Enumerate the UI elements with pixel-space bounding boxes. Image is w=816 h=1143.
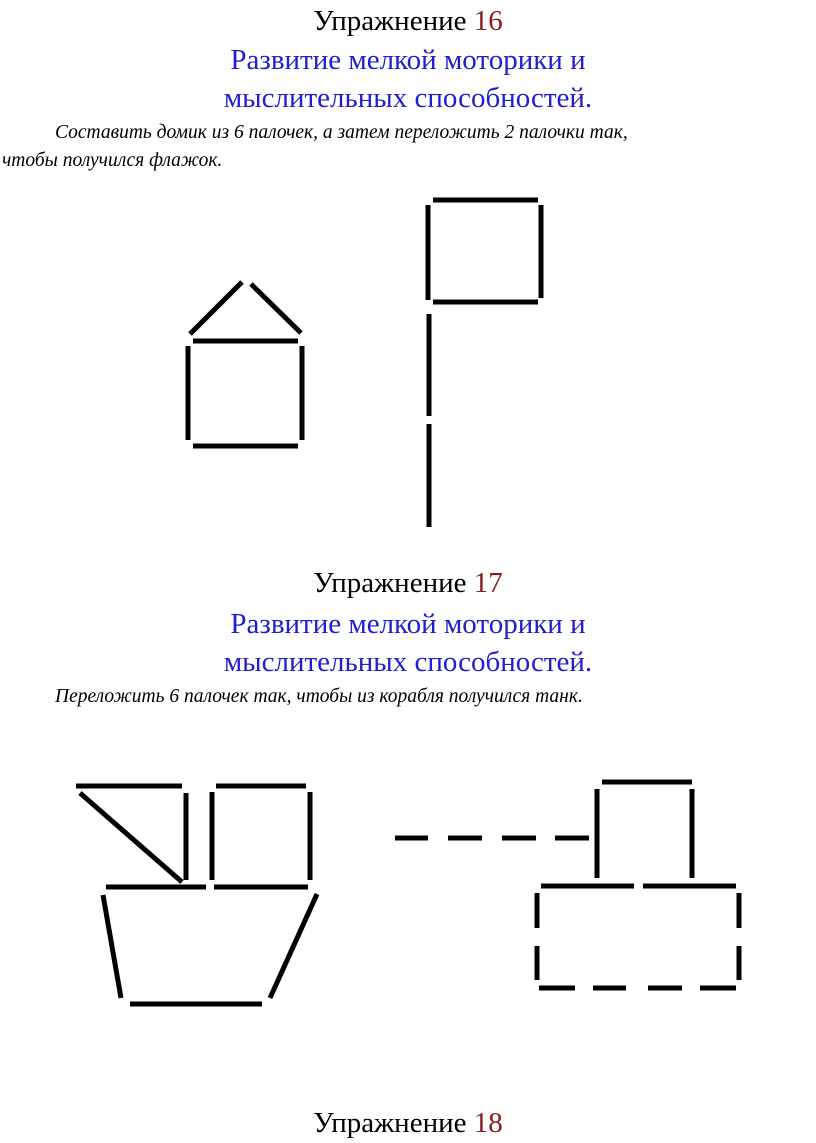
ship-sail-diagonal-stick [80, 793, 182, 882]
exercise-16-word: Упражнение [313, 5, 467, 37]
exercise-17-subtitle-line1: Развитие мелкой моторики и [230, 608, 586, 640]
exercise-16-subtitle-line2: мыслительных способностей. [223, 82, 593, 114]
exercise-17-task: Переложить 6 палочек так, чтобы из корабля получился танк. [55, 686, 583, 707]
exercise-17-word: Упражнение [313, 567, 467, 599]
stick-ship [76, 786, 317, 1004]
exercise-16-number: 16 [473, 5, 503, 37]
exercise-18-word: Упражнение [313, 1107, 467, 1139]
exercise-17-subtitle-line2: мыслительных способностей. [223, 646, 593, 678]
exercise-16-subtitle-line1: Развитие мелкой моторики и [230, 44, 586, 76]
stick-tank [395, 782, 739, 988]
exercise-18-title [0, 1106, 816, 1140]
exercise-16-task-line2: чтобы получился флажок. [2, 150, 223, 171]
ship-hull-right-stick [270, 894, 317, 998]
exercise-18-number: 18 [473, 1107, 503, 1139]
exercise-16-task-line1: Составить домик из 6 палочек, а затем переложить 2 палочки так, [55, 122, 628, 143]
ship-hull-left-stick [103, 895, 121, 998]
exercise-17-number: 17 [473, 567, 503, 599]
